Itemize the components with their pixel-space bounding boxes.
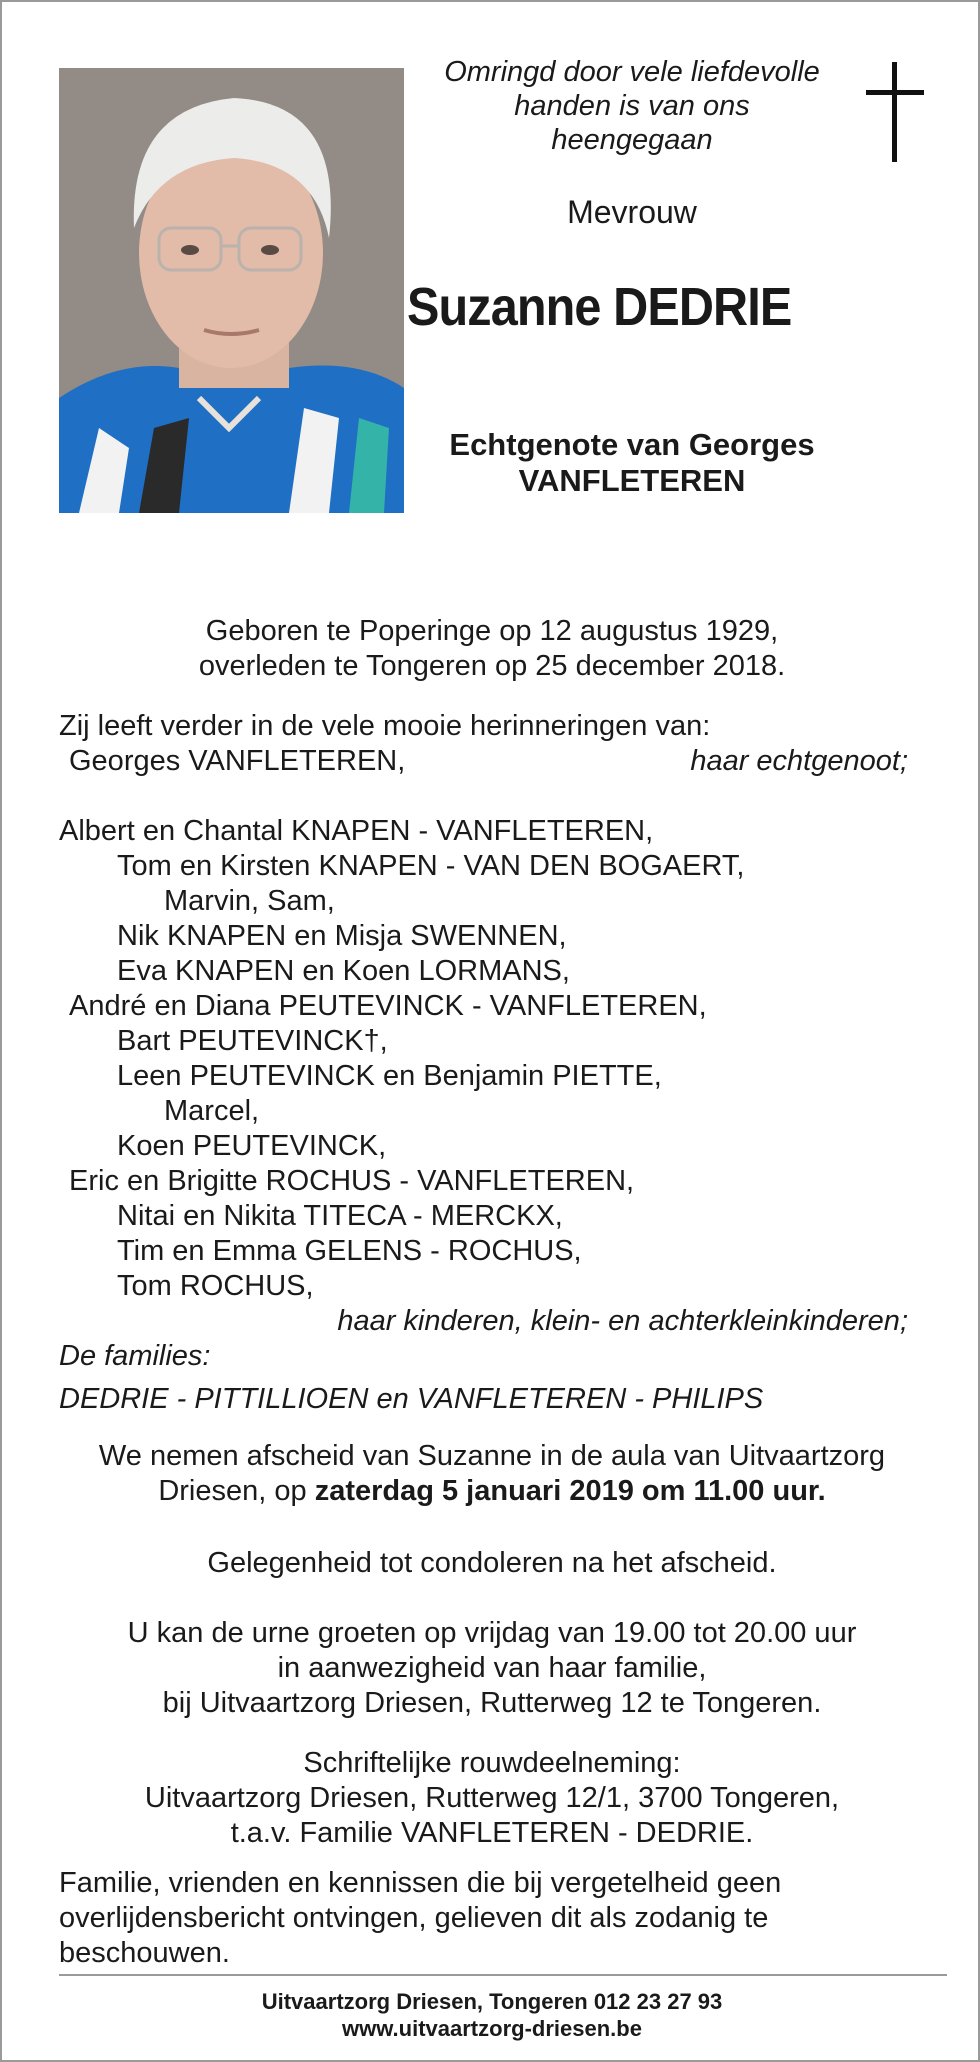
- written-line: Uitvaartzorg Driesen, Rutterweg 12/1, 3700 Tongeren,: [144, 1782, 840, 1814]
- condolence-info: Gelegenheid tot condoleren na het afscheid.: [207, 1547, 777, 1579]
- family-member: Tim en Emma GELENS - ROCHUS,: [117, 1235, 582, 1267]
- urn-visit-info: [42, 1616, 942, 1721]
- written-condolence: [42, 1746, 942, 1851]
- closing-line: Familie, vrienden en kennissen die bij vergetelheid geen: [59, 1867, 782, 1899]
- closing-line: overlijdensbericht ontvingen, gelieven dit als zodanig te: [59, 1902, 769, 1934]
- family-member: Marcel,: [164, 1095, 260, 1127]
- family-member: Eva KNAPEN en Koen LORMANS,: [117, 955, 570, 987]
- family-member: Tom ROCHUS,: [117, 1270, 314, 1302]
- family-member: Marvin, Sam,: [164, 885, 335, 917]
- spouse-survivor-role: haar echtgenoot;: [690, 745, 908, 777]
- family-member: Bart PEUTEVINCK†,: [117, 1025, 388, 1057]
- urn-line: bij Uitvaartzorg Driesen, Rutterweg 12 te Tongeren.: [162, 1687, 822, 1719]
- family-member: Eric en Brigitte ROCHUS - VANFLETEREN,: [69, 1165, 635, 1197]
- family-member: Tom en Kirsten KNAPEN - VAN DEN BOGAERT,: [117, 850, 745, 882]
- portrait-photo: [59, 68, 404, 513]
- spouse-line: Echtgenote van Georges: [449, 427, 815, 462]
- farewell-line: [42, 1474, 942, 1509]
- motto-line: handen is van ons: [514, 90, 750, 122]
- motto: [412, 55, 852, 157]
- family-member: Nik KNAPEN en Misja SWENNEN,: [117, 920, 567, 952]
- closing-line: beschouwen.: [59, 1937, 230, 1969]
- spouse-line: VANFLETEREN: [518, 463, 746, 498]
- birth-death-info: [42, 614, 942, 684]
- motto-line: Omringd door vele liefdevolle: [444, 56, 820, 88]
- farewell-info: [42, 1439, 942, 1509]
- footer-company: Uitvaartzorg Driesen, Tongeren 012 23 27 93: [261, 1989, 723, 2014]
- ceremony-date: zaterdag 5 januari 2019 om 11.00 uur.: [314, 1475, 826, 1507]
- families-names: DEDRIE - PITTILLIOEN en VANFLETEREN - PHILIPS: [59, 1383, 764, 1415]
- salutation: Mevrouw: [567, 194, 697, 230]
- spouse-survivor-name: Georges VANFLETEREN,: [69, 745, 406, 777]
- written-line: t.a.v. Familie VANFLETEREN - DEDRIE.: [230, 1817, 754, 1849]
- urn-line: in aanwezigheid van haar familie,: [277, 1652, 707, 1684]
- closing-note: [59, 1866, 781, 1971]
- family-role: haar kinderen, klein- en achterkleinkinderen;: [337, 1305, 908, 1337]
- families-label: De families:: [59, 1340, 211, 1372]
- farewell-line: We nemen afscheid van Suzanne in de aula van Uitvaartzorg: [98, 1440, 886, 1472]
- deceased-name: Suzanne DEDRIE: [407, 277, 792, 337]
- motto-line: heengegaan: [551, 124, 713, 156]
- urn-line: U kan de urne groeten op vrijdag van 19.00 tot 20.00 uur: [127, 1617, 857, 1649]
- cross-icon: [866, 62, 924, 162]
- spouse-title: [412, 427, 852, 499]
- family-member: Albert en Chantal KNAPEN - VANFLETEREN,: [59, 815, 654, 847]
- birth-line: Geboren te Poperinge op 12 augustus 1929,: [205, 615, 779, 647]
- footer-divider: [59, 1974, 947, 1976]
- survivors-intro: Zij leeft verder in de vele mooie herinneringen van:: [59, 710, 711, 742]
- family-member: Nitai en Nikita TITECA - MERCKX,: [117, 1200, 563, 1232]
- death-line: overleden te Tongeren op 25 december 2018.: [198, 650, 786, 682]
- footer-website[interactable]: www.uitvaartzorg-driesen.be: [342, 2016, 642, 2041]
- written-line: Schriftelijke rouwdeelneming:: [303, 1747, 681, 1779]
- family-member: Leen PEUTEVINCK en Benjamin PIETTE,: [117, 1060, 662, 1092]
- family-member: Koen PEUTEVINCK,: [117, 1130, 387, 1162]
- family-member: André en Diana PEUTEVINCK - VANFLETEREN,: [69, 990, 707, 1022]
- farewell-text: Driesen, op: [158, 1475, 315, 1507]
